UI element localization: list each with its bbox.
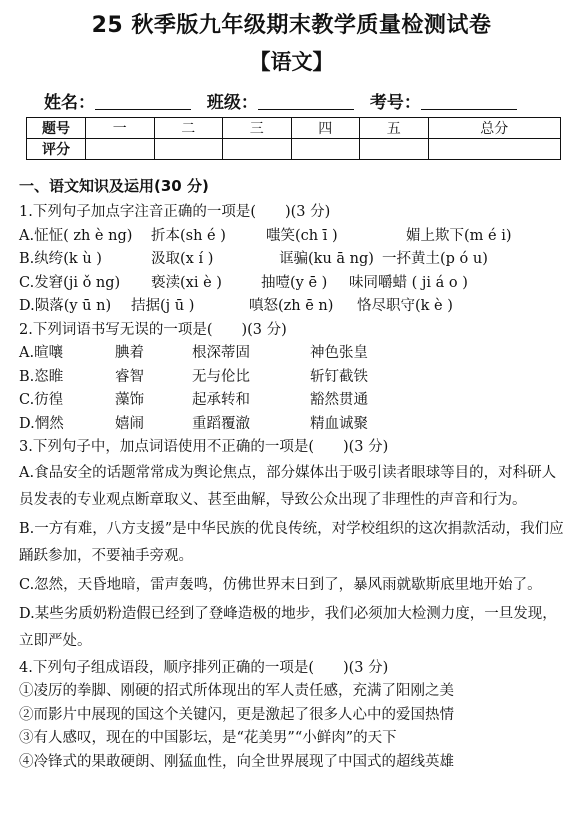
option-item: 腆着 xyxy=(115,345,144,361)
score-input-cell[interactable] xyxy=(428,139,561,160)
score-cell: 评分 xyxy=(27,139,86,160)
exam-title: 25 秋季版九年级期末教学质量检测试卷 xyxy=(91,13,492,38)
option-item: B.纨绔(k ù ) xyxy=(19,251,102,267)
name-blank[interactable] xyxy=(95,94,191,110)
option-row xyxy=(19,248,564,272)
option-item: 恪尽职守(k è ) xyxy=(357,298,453,314)
score-input-cell[interactable] xyxy=(360,139,429,160)
option-item: 一抔黄土(p ó u) xyxy=(382,251,488,267)
score-table-header-row xyxy=(27,118,561,139)
option-item: 重蹈覆澈 xyxy=(192,415,250,432)
option-item: 亵渎(xi è ) xyxy=(151,274,222,291)
question-stem: 3.下列句子中，加点词语使用不正确的一项是( )(3 分) xyxy=(19,439,389,455)
option-row xyxy=(19,272,564,296)
name-label: 姓名： xyxy=(44,93,95,113)
score-cell: 三 xyxy=(223,118,292,139)
option-item: 抽噎(y ē ) xyxy=(261,274,328,291)
option-paragraph: A.食品安全的话题常常成为舆论焦点，部分媒体出于吸引读者眼球等目的，对科研人员发表的专业观点断章取义、甚至曲解，导致公众出现了非理性的声音和行为。 xyxy=(19,464,557,508)
option-item: 精血诚聚 xyxy=(310,415,368,432)
option-row xyxy=(19,225,564,249)
option-item: A.怔怔( zh è ng) xyxy=(19,227,133,244)
option-row xyxy=(19,389,564,413)
question-stem: 2.下列词语书写无误的一项是( )(3 分) xyxy=(19,321,287,338)
subject-heading: 【语文】 xyxy=(249,50,334,74)
section-heading: 一、语文知识及运用(30 分) xyxy=(19,177,209,195)
option-paragraph: D.某些劣质奶粉造假已经到了登峰造极的地步，我们必须加大检测力度，一旦发现，立即严处。 xyxy=(19,605,557,649)
option-row xyxy=(19,366,564,390)
option-item: 神色张皇 xyxy=(310,345,368,361)
question-stem: 4.下列句子组成语段，顺序排列正确的一项是( )(3 分) xyxy=(19,659,389,676)
sentence-item: ③有人感叹，现在的中国影坛，是“花美男”“小鲜肉”的天下 xyxy=(19,730,397,746)
score-cell: 四 xyxy=(291,118,360,139)
sentence-item: ④冷锋式的果敢硬朗、刚猛血性，向全世界展现了中国式的超线英雄 xyxy=(19,753,454,770)
option-item: D.惘然 xyxy=(19,415,64,432)
option-item: 根深蒂固 xyxy=(192,345,250,361)
score-input-cell[interactable] xyxy=(223,139,292,160)
option-item: 汲取(x í ) xyxy=(151,251,214,267)
option-paragraph: B.一方有难，八方支援”是中华民族的优良传统，对学校组织的这次捐款活动，我们应踊跃参加，不要袖手旁观。 xyxy=(19,520,564,564)
option-item: 斩钉截铁 xyxy=(310,368,368,385)
option-item: 拮据(j ū ) xyxy=(131,298,195,314)
option-item: 折本(sh é ) xyxy=(151,227,226,244)
score-cell: 二 xyxy=(154,118,223,139)
score-cell: 题号 xyxy=(27,118,86,139)
score-cell: 总分 xyxy=(428,118,561,139)
option-paragraph: C.忽然，天昏地暗，雷声轰鸣，仿佛世界末日到了，暴风雨就歇斯底里地开始了。 xyxy=(19,576,542,593)
score-input-cell[interactable] xyxy=(86,139,155,160)
option-item: B.恣睢 xyxy=(19,368,64,385)
option-item: 嗤笑(ch ī ) xyxy=(266,227,338,244)
option-item: 藻饰 xyxy=(115,392,144,408)
score-table xyxy=(26,117,561,160)
option-row xyxy=(19,413,564,437)
sentence-item: ①凌厉的拳脚、刚硬的招式所体现出的军人责任感，充满了阳刚之美 xyxy=(19,683,454,699)
option-item: 睿智 xyxy=(115,368,144,385)
sentence-item: ②而影片中展现的国这个关键闪，更是激起了很多人心中的爱国热情 xyxy=(19,706,454,723)
score-table-score-row xyxy=(27,139,561,160)
option-item: 无与伦比 xyxy=(192,368,250,385)
option-item: 媚上欺下(m é i) xyxy=(406,227,512,244)
option-item: 嬉闹 xyxy=(115,415,144,432)
option-item: 诓骗(ku ā ng) xyxy=(279,251,374,267)
option-item: D.陨落(y ū n) xyxy=(19,298,112,314)
class-blank[interactable] xyxy=(258,94,354,110)
option-item: 味同嚼蜡 ( ji á o ) xyxy=(349,274,468,291)
score-cell: 一 xyxy=(86,118,155,139)
exam-no-blank[interactable] xyxy=(421,94,517,110)
question-stem: 1.下列句子加点字注音正确的一项是( )(3 分) xyxy=(19,204,331,220)
option-item: C.彷徨 xyxy=(19,392,64,408)
option-item: C.发窘(ji ǒ ng) xyxy=(19,274,121,291)
student-info-line xyxy=(44,88,527,113)
option-item: 豁然贯通 xyxy=(310,392,368,408)
score-cell: 五 xyxy=(360,118,429,139)
score-input-cell[interactable] xyxy=(291,139,360,160)
score-input-cell[interactable] xyxy=(154,139,223,160)
option-item: 起承转和 xyxy=(192,392,250,408)
option-row xyxy=(19,342,564,366)
option-row xyxy=(19,295,564,319)
class-label: 班级： xyxy=(206,93,258,113)
option-item: 嗔怒(zh ē n) xyxy=(249,298,334,314)
exam-no-label: 考号： xyxy=(369,93,421,113)
exam-content xyxy=(19,175,564,774)
option-item: A.暄嚷 xyxy=(19,345,64,361)
